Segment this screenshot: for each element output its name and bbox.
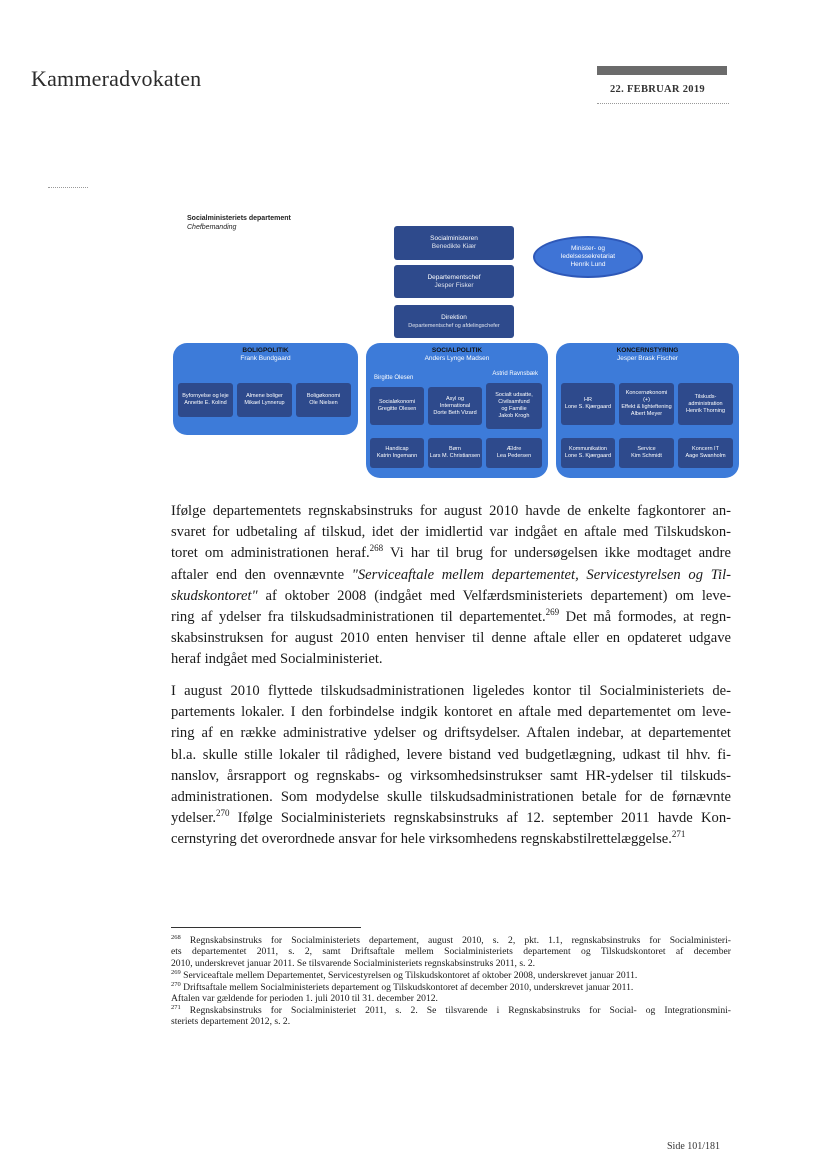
deputy-left: Birgitte Olesen xyxy=(374,375,414,381)
footnote-271 xyxy=(171,1005,731,1028)
footnote-268 xyxy=(171,935,731,969)
footnote-line xyxy=(171,982,731,993)
unit-title: Koncernøkonomi xyxy=(625,390,668,396)
unit-title: Asyl og xyxy=(445,395,465,402)
header-divider xyxy=(597,103,729,104)
kammeradvokaten-logo: Kammeradvokaten xyxy=(31,66,202,91)
unit-box xyxy=(428,438,482,468)
text-line xyxy=(171,586,731,607)
text-run: Serviceaftale mellem Departementet, Servicestyrelsen og Tilskudskontoret af oktober 2008, underskrevet januar 2011. xyxy=(180,970,638,981)
body-paragraph-2 xyxy=(171,681,731,851)
text-line: Ifølge departementets regnskabsinstruks for august 2010 havde de enkelte fagkontorer an- xyxy=(171,503,731,519)
dept-title: KONCERNSTYRING xyxy=(616,347,679,354)
text-run: Regnskabsinstruks for Socialministeriets departement, august 2010, s. 2, pkt. 1.1, regnskabsinstruks for Socialministeri- xyxy=(180,935,731,946)
unit-box xyxy=(561,438,615,468)
footnote-line xyxy=(171,1005,731,1016)
unit-title-2: (+) xyxy=(643,397,650,403)
text-line: I august 2010 flyttede tilskudsadministrationen ligeledes kontor til Socialministeriets de- xyxy=(171,683,731,699)
footnote-number: 268 xyxy=(171,933,181,941)
unit-box xyxy=(678,383,733,425)
unit-title: Ældre xyxy=(506,446,522,452)
quoted-title: "Serviceaftale mellem departementet, Servicestyrelsen og Til- xyxy=(351,566,731,583)
unit-title: Kommunikation xyxy=(569,446,607,452)
unit-head: Ole Nielsen xyxy=(309,400,338,406)
unit-box xyxy=(619,383,674,425)
footnote-line: Aftalen var gældende for perioden 1. juli 2010 til 31. december 2012. xyxy=(171,993,438,1005)
minister-box xyxy=(394,226,514,260)
footnote-line xyxy=(171,935,731,946)
dept-title: SOCIALPOLITIK xyxy=(431,347,483,354)
org-chart-title: Socialministeriets departement xyxy=(187,215,291,222)
direction-title: Direktion xyxy=(441,313,467,321)
text-run: Driftsaftale mellem Socialministeriets departement og Tilskudskontoret af december 2010, underskrevet januar 2011. xyxy=(180,982,634,993)
unit-box xyxy=(296,383,351,417)
secretariat-line-1: Minister- og xyxy=(571,245,605,252)
chief-title: Departementschef xyxy=(427,273,481,281)
footnote-number: 269 xyxy=(171,968,181,976)
unit-head: Kim Schmidt xyxy=(631,453,662,459)
text-line: administrationen. Som modydelse skulle tilskudsadministrationen betale for de førnævnte xyxy=(171,789,731,806)
unit-box xyxy=(237,383,292,417)
text-line: heraf indgået med Socialministeriet. xyxy=(171,651,383,668)
unit-box xyxy=(561,383,615,425)
footnote-269 xyxy=(171,970,731,981)
unit-head: Annette E. Kolind xyxy=(184,400,227,406)
org-chart-subtitle: Chefbemanding xyxy=(187,224,237,231)
unit-box xyxy=(486,383,542,429)
unit-title-2: International xyxy=(439,402,471,409)
text-line: svaret for udbetaling af tilskud, idet der imidlertid var indgået en aftale med Tilskudskon- xyxy=(171,524,731,541)
document-date: 22. FEBRUAR 2019 xyxy=(610,84,705,95)
chief-name: Jesper Fisker xyxy=(434,281,474,289)
footnote-ref-268[interactable]: 268 xyxy=(369,543,384,554)
unit-title-3: Effekt & lighteftening xyxy=(621,404,672,410)
text-run: aftaler end den ovennævnte xyxy=(171,566,352,583)
text-run: ring af ydelser fra tilskudsadministrationen til departementet. xyxy=(171,609,546,626)
unit-box xyxy=(428,387,482,425)
dept-socialpolitik xyxy=(366,343,548,478)
unit-title: Service xyxy=(637,446,656,452)
direction-box xyxy=(394,305,514,338)
unit-title-3: og Familie xyxy=(501,406,527,412)
unit-title: HR xyxy=(584,397,592,403)
chief-box xyxy=(394,265,514,298)
unit-title-2: administration xyxy=(688,400,723,407)
text-line xyxy=(171,565,731,586)
text-run: ydelser. xyxy=(171,810,216,827)
unit-head: Mikael Lynnerup xyxy=(244,400,285,406)
unit-box xyxy=(619,438,674,468)
body-paragraph-1 xyxy=(171,501,731,671)
unit-title-2: Civilsamfund xyxy=(498,399,530,405)
unit-head: Gregitte Olesen xyxy=(377,406,417,412)
dept-head-name: Frank Bundgaard xyxy=(240,355,291,362)
unit-head: Albert Meyer xyxy=(630,411,663,417)
dept-boligpolitik xyxy=(173,343,358,435)
footnote-ref-269[interactable]: 269 xyxy=(545,607,560,618)
dept-header xyxy=(173,347,358,363)
quoted-title: skudskontoret" xyxy=(171,587,258,604)
unit-head: Dorte Beth Vizard xyxy=(433,409,477,416)
unit-box xyxy=(678,438,733,468)
unit-title: Byfornyelse og leje xyxy=(182,393,229,399)
text-line: nanslov, årsrapport og regnskabs- og virksomhedsinstrukser samt HR-ydelser til tilskuds- xyxy=(171,767,731,784)
footnote-270 xyxy=(171,982,731,1005)
footnote-divider xyxy=(171,927,361,928)
direction-members: Departementschef og afdelingschefer xyxy=(408,322,500,329)
header-bar xyxy=(597,66,727,75)
unit-title: Boligøkonomi xyxy=(306,393,341,399)
unit-head: Aage Swanholm xyxy=(685,453,726,459)
footnote-line: ets departementet 2011, s. 2, samt Driftsaftale mellem Socialministeriets departement og Tilskudskontoret af december xyxy=(171,946,731,958)
deputy-right: Astrid Ravnsbæk xyxy=(492,371,538,377)
minister-title: Socialministeren xyxy=(430,235,478,242)
unit-title: Socialøkonomi xyxy=(378,399,416,405)
footnote-line: 2010, underskrevet januar 2011. Se tilsvarende Socialministeriets regnskabsinstruks 2011, s. 2. xyxy=(171,957,536,969)
dept-header xyxy=(556,347,739,363)
unit-title: Børn xyxy=(449,446,461,452)
text-line: ring af en række administrative ydelser og driftsydelser. Aftalen indebar, at departementet xyxy=(171,725,731,742)
dept-head-name: Anders Lynge Madsen xyxy=(424,355,490,362)
unit-box xyxy=(178,383,233,417)
footnote-ref-270[interactable]: 270 xyxy=(216,808,230,819)
secretariat-name: Henrik Lund xyxy=(570,261,606,268)
text-line xyxy=(171,543,731,564)
unit-box xyxy=(486,438,542,468)
unit-title: Koncern IT xyxy=(692,446,719,452)
unit-title: Almene boliger xyxy=(246,393,283,399)
text-run: toret om administrationen heraf. xyxy=(171,545,370,562)
secretariat-line-2: ledelsessekretariat xyxy=(560,253,616,260)
text-run: Ifølge Socialministeriets regnskabsinstruks af 12. september 2011 havde Kon- xyxy=(229,810,731,827)
dept-head-name: Jesper Brask Fischer xyxy=(616,355,679,362)
text-run: Vi har til brug for undersøgelsen ikke modtaget andre xyxy=(383,545,731,562)
page-number: Side 101/181 xyxy=(667,1141,721,1152)
unit-box xyxy=(370,387,424,425)
unit-title: Socialt udsatte, xyxy=(495,392,533,398)
org-chart xyxy=(170,210,746,478)
text-run: cernstyring det overordnede ansvar for hele virksomhedens regnskabstilrettelæggelse. xyxy=(171,831,672,848)
dept-koncernstyring xyxy=(556,343,739,478)
unit-title: Tilskuds- xyxy=(694,393,717,400)
unit-head: Lea Pedersen xyxy=(496,453,532,459)
margin-divider xyxy=(48,187,88,188)
footnote-line: steriets departement 2012, s. 2. xyxy=(171,1016,291,1028)
secretariat-ellipse xyxy=(533,236,643,278)
footnote-ref-271[interactable]: 271 xyxy=(671,829,686,840)
unit-box xyxy=(370,438,424,468)
footnote-line xyxy=(171,970,731,981)
text-line: skabsinstruksen for august 2010 enten henviser til denne aftale eller en opdateret udgave xyxy=(171,630,731,647)
unit-head: Jakob Krogh xyxy=(498,413,530,419)
footnote-number: 271 xyxy=(171,1003,181,1011)
dept-header xyxy=(366,347,548,363)
unit-head: Lone S. Kjærgaard xyxy=(564,404,612,410)
text-line xyxy=(171,808,731,829)
unit-head: Lars M. Christiansen xyxy=(429,453,481,459)
text-line xyxy=(171,607,731,628)
unit-title: Handicap xyxy=(385,446,409,452)
text-run: Det må formodes, at regn- xyxy=(559,609,731,626)
footnote-number: 270 xyxy=(171,980,181,988)
text-run: Regnskabsinstruks for Socialministeriet 2011, s. 2. Se tilsvarende i Regnskabsinstruks for Social- og Integrationsmini- xyxy=(180,1005,731,1016)
text-run: af oktober 2008 (indgået med Velfærdsministeriets departement) om leve- xyxy=(257,587,731,604)
text-line: bl.a. skulle stille lokaler til rådighed, levere bistand ved budgetlægning, udkast til hhv. fi- xyxy=(171,746,731,763)
dept-title: BOLIGPOLITIK xyxy=(242,347,289,354)
unit-head: Henrik Thorning xyxy=(685,407,726,414)
text-line: partements lokaler. I den forbindelse indgik kontoret en aftale med departementet om leve- xyxy=(171,704,731,721)
text-line xyxy=(171,829,731,850)
minister-name: Benedikte Kiær xyxy=(431,243,477,250)
unit-head: Lone S. Kjærgaard xyxy=(564,453,612,459)
unit-head: Katrin Ingemann xyxy=(376,453,418,459)
